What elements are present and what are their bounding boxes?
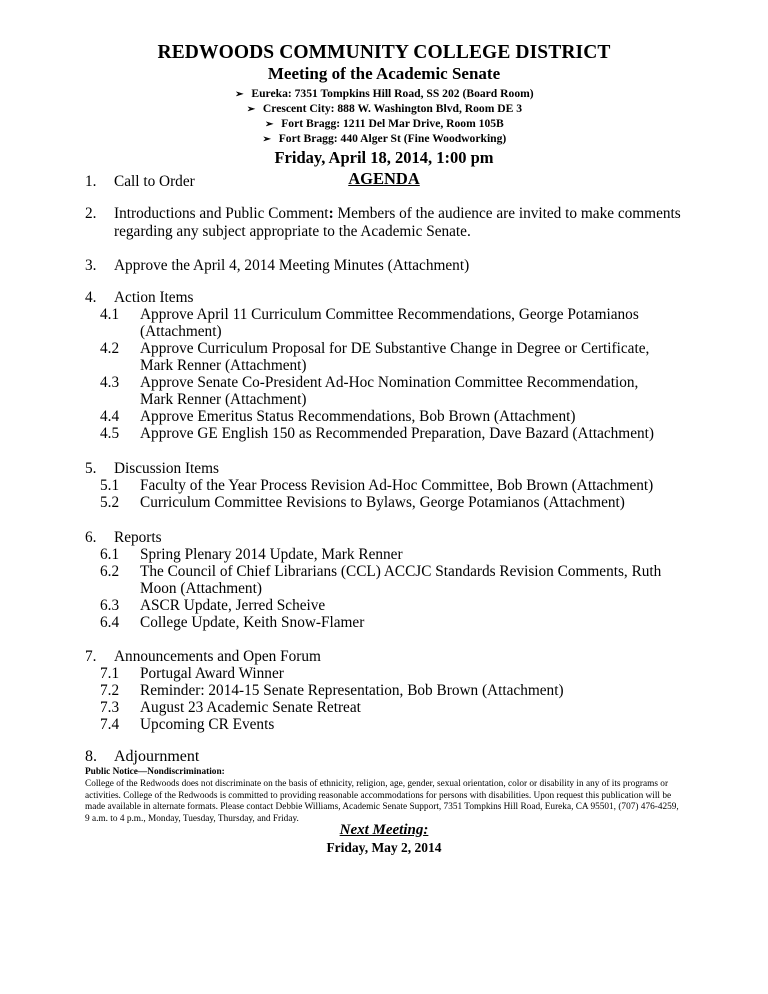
arrow-bullet-icon: ➢ (235, 89, 244, 100)
location-item: ➢ Crescent City: 888 W. Washington Blvd, Room DE 3 (246, 102, 523, 115)
agenda-heading: AGENDA (348, 169, 420, 188)
arrow-bullet-icon: ➢ (264, 119, 274, 130)
district-title: REDWOODS COMMUNITY COLLEGE DISTRICT (157, 42, 611, 63)
arrow-bullet-icon: ➢ (246, 104, 256, 115)
next-meeting-date: Friday, May 2, 2014 (326, 840, 442, 855)
location-item: ➢ Fort Bragg: 1211 Del Mar Drive, Room 105B (264, 117, 504, 130)
location-list (0, 86, 768, 146)
meeting-date: Friday, April 18, 2014, 1:00 pm (274, 148, 494, 167)
arrow-bullet-icon: ➢ (262, 134, 271, 145)
next-meeting-label: Next Meeting: (339, 822, 429, 838)
agenda-document: REDWOODS COMMUNITY COLLEGE DISTRICT Meeting of the Academic Senate ➢ Eureka: 7351 Tompkins Hill Road, SS 202 (Board Room) ➢ Crescent City: 888 W. Washington Blvd, Room DE 3 ➢ Fort Bragg: 1211 Del Mar Drive, Room 105B ➢ Fort Bragg: 440 Alger St (Fine Woodworking) Friday, April 18, 2014, 1:00 pm AGENDA 1. Call to Order 2. Introductions and Public Comment: Members of the audience are invited to make comments regarding any subject appropriate to the Academic Senate. 3. Approve the April 4, 2014 Meeting Minutes (Attachment) 4. Action Items 4.1 Approve April 11 Curriculum Committee Recommendations, George Potamianos (Attachment) 4.2 Approve Curriculum Proposal for DE Substantive Change in Degree or Certificate, Mark Renner (Attachment) 4.3 Approve Senate Co-President Ad-Hoc Nomination Committee Recommendation, Mark Renner (Attachment) 4.4 Approve Emeritus Status Recommendations, Bob Brown (Attachment) 4.5 Approve GE English 150 as Recommended Preparation, Dave Bazard (Attachment) 5. Discussion Items 5.1 Faculty of the Year Process Revision Ad-Hoc Committee, Bob Brown (Attachment) 5.2 Curriculum Committee Revisions to Bylaws, George Potamianos (Attachment) 6. Reports 6.1 Spring Plenary 2014 Update, Mark Renner 6.2 The Council of Chief Librarians (CCL) ACCJC Standards Revision Comments, Ruth Moon (Attachment) 6.3 ASCR Update, Jerred Scheive 6.4 College Update, Keith Snow-Flamer 7. Announcements and Open Forum 7.1 Portugal Award Winner 7.2 Reminder: 2014-15 Senate Representation, Bob Brown (Attachment) 7.3 August 23 Academic Senate Retreat 7.4 Upcoming CR Events 8. Adjournment Public Notice—Nondiscrimination: College of the Redwoods does not discriminate on the basis of ethnicity, religion, age, gender, sexual orientation, color or disability in any of its programs or activities. College of the Redwoods is committed to providing reasonable accommodations for persons with disabilities. Upon request this publication will be made available in alternate formats. Please contact Debbie Williams, Academic Senate Support, 7351 Tompkins Hill Road, Eureka, CA 95501, (707) 476-4259, 9 a.m. to 4 p.m., Monday, Tuesday, Thursday, and Friday. Next Meeting: Friday, May 2, 2014 (0, 0, 768, 994)
notice-body: College of the Redwoods does not discriminate on the basis of ethnicity, religion, age, gender, sexual orientation, color or disability in any of its programs or activities. College of the Redwoods is committed to providing reasonable accommodations for persons with disabilities. Upon request this publication will be made available in alternate formats. Please contact Debbie Williams, Academic Senate Support, 7351 Tompkins Hill Road, Eureka, CA 95501, (707) 476-4259, 9 a.m. to 4 p.m., Monday, Tuesday, Thursday, and Friday. (85, 779, 679, 824)
meeting-title: Meeting of the Academic Senate (267, 64, 501, 83)
notice-title: Public Notice—Nondiscrimination: (85, 767, 225, 777)
location-item: ➢ Fort Bragg: 440 Alger St (Fine Woodworking) (262, 132, 507, 145)
location-item: ➢ Eureka: 7351 Tompkins Hill Road, SS 202 (Board Room) (235, 87, 534, 100)
